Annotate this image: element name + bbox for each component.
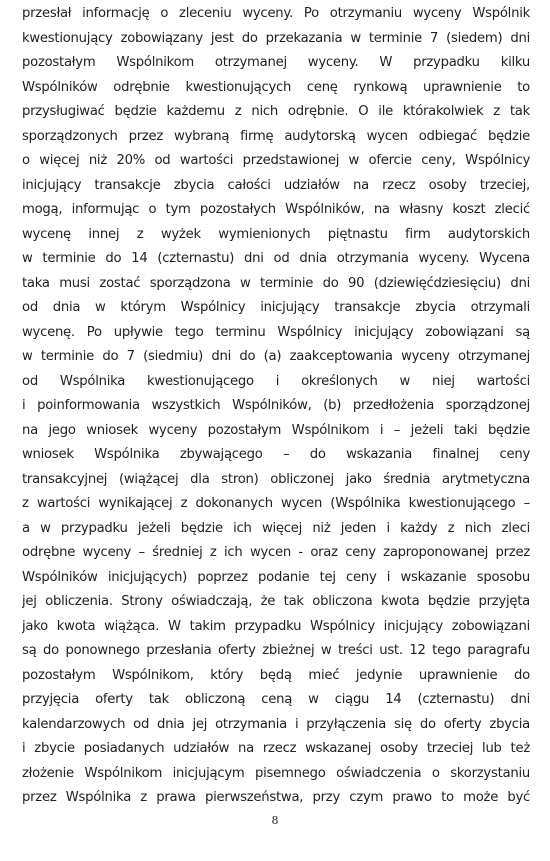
text-line: pozostałym Wspólnikom, który będą mieć jedynie uprawnienie do xyxy=(22,667,530,683)
text-line: są do ponownego przesłania oferty zbieżnej w treści ust. 12 tego paragrafu xyxy=(22,643,530,658)
text-line: Wspólników odrębnie kwestionujących cenę rynkową uprawnienie to xyxy=(22,79,530,95)
text-line: przez Wspólnika z prawa pierwszeństwa, przy czym prawo to może być xyxy=(22,790,530,805)
text-line: wycenę innej z wyżek wymienionych piętnastu firm audytorskich xyxy=(22,226,530,242)
text-line: inicjujący transakcje zbycia całości udziałów na rzecz osoby trzeciej, xyxy=(22,177,530,193)
text-line: sporządzonych przez wybraną firmę audytorską wycen odbiegać będzie xyxy=(22,128,530,144)
text-line: w terminie do 7 (siedmiu) dni do (a) zaakceptowania wyceny otrzymanej xyxy=(22,349,530,364)
text-line: i zbycie posiadanych udziałów na rzecz wskazanej osoby trzeciej lub też xyxy=(22,741,530,756)
text-line: w terminie do 14 (czternastu) dni od dnia otrzymania wyceny. Wycena xyxy=(22,251,530,266)
text-line: odrębne wyceny – średniej z ich wycen - oraz ceny zaproponowanej przez xyxy=(22,545,530,560)
body-text xyxy=(22,2,530,811)
text-line: kwestionujący zobowiązany jest do przekazania w terminie 7 (siedem) dni xyxy=(22,30,530,46)
text-line: wycenę. Po upływie tego terminu Wspólnicy inicjujący zobowiązani są xyxy=(22,324,530,340)
text-line: transakcyjnej (wiążącej dla stron) obliczonej jako średnia arytmetyczna xyxy=(22,471,530,487)
text-line: Wspólników inicjujących) poprzez podanie tej ceny i wskazanie sposobu xyxy=(22,569,530,585)
text-line: o więcej niż 20% od wartości przedstawionej w ofercie ceny, Wspólnicy xyxy=(22,153,530,168)
text-line: jako kwota wiążąca. W takim przypadku Wspólnicy inicjujący zobowiązani xyxy=(22,618,530,634)
text-line: od dnia w którym Wspólnicy inicjujący transakcje zbycia otrzymali xyxy=(22,300,530,315)
text-line: wniosek Wspólnika zbywającego – do wskazania finalnej ceny xyxy=(22,447,530,462)
text-line: przyjęcia oferty tak obliczoną ceną w ciągu 14 (czternastu) dni xyxy=(22,692,530,707)
text-line: na jego wniosek wyceny pozostałym Wspólnikom i – jeżeli taki będzie xyxy=(22,422,530,438)
page-number: 8 xyxy=(271,814,279,827)
text-line: jej obliczenia. Strony oświadczają, że tak obliczona kwota będzie przyjęta xyxy=(22,594,530,609)
text-line: złożenie Wspólnikom inicjującym pisemnego oświadczenia o skorzystaniu xyxy=(22,765,530,781)
text-line: przysługiwać będzie każdemu z nich odrębnie. O ile którakolwiek z tak xyxy=(22,104,530,119)
text-line: kalendarzowych od dnia jej otrzymania i przyłączenia się do oferty zbycia xyxy=(22,716,530,732)
text-line: a w przypadku jeżeli będzie ich więcej niż jeden i każdy z nich zleci xyxy=(22,520,530,536)
text-line: pozostałym Wspólnikom otrzymanej wyceny. W przypadku kilku xyxy=(22,55,530,70)
text-line: z wartości wynikającej z dokonanych wycen (Wspólnika kwestionującego – xyxy=(22,496,530,511)
text-line: mogą, informując o tym pozostałych Wspólników, na własny koszt zlecić xyxy=(22,202,530,217)
text-line: i poinformowania wszystkich Wspólników, (b) przedłożenia sporządzonej xyxy=(22,398,530,413)
text-line: taka musi zostać sporządzona w terminie do 90 (dziewięćdziesięciu) dni xyxy=(22,275,530,291)
text-line: przesłał informację o zleceniu wyceny. Po otrzymaniu wyceny Wspólnik xyxy=(22,6,530,21)
text-line: od Wspólnika kwestionującego i określonych w niej wartości xyxy=(22,373,530,389)
